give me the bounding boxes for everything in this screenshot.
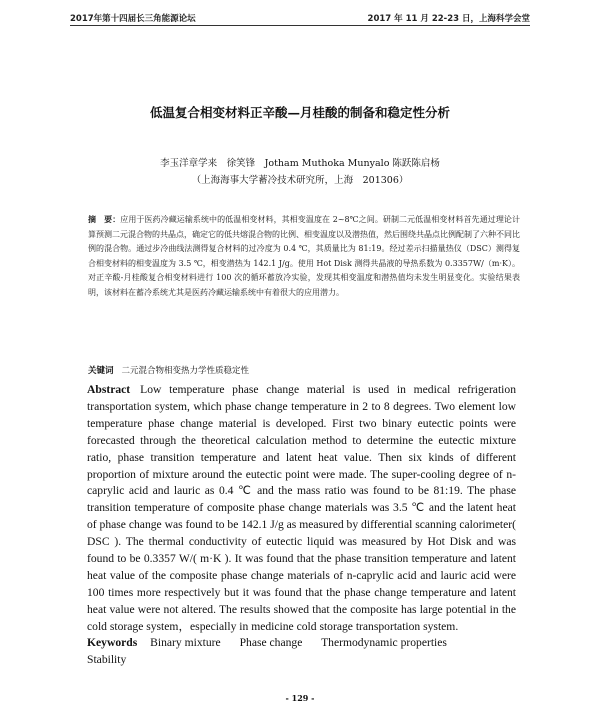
keywords-en-label: Keywords bbox=[87, 636, 138, 649]
abstract-cn-text: 应用于医药冷藏运输系统中的低温相变材料，其相变温度在 2~8℃之间。研制二元低温相变材料首先通过理论计算预测二元混合物的共晶点，确定它的低共熔混合物的比例、相变温度以及潜热值，然后围绕共晶点比例配制了六种不同比例的混合物。通过步冷曲线法测得复合材料的过冷度为 0.4 ℃，其质量比为 81:19。经过差示扫描量热仪（DSC）测得复合相变材料的相变温度为 3.5 ℃，相变潜热为 142.1 J/g。使用 Hot Disk 测得共晶液的导热系数为 0.3357W/（m·K）。对正辛酸-月桂酸复合相变材料进行 100 次的循环蓄放冷实验，发现其相变温度和潜热值均未发生明显变化。实验结果表明，该材料在蓄冷系统尤其是医药冷藏运输系统中有着很大的应用潜力。 bbox=[88, 215, 520, 297]
keywords-cn bbox=[88, 364, 520, 376]
authors: 李玉洋章学来 徐笑锋 Jotham Muthoka Munyalo 陈跃陈启杨 bbox=[160, 158, 440, 169]
header-rule bbox=[70, 25, 530, 26]
affiliation: （上海海事大学蓄冷技术研究所，上海 201306） bbox=[191, 175, 409, 186]
keyword-item: Stability bbox=[87, 652, 127, 666]
running-header bbox=[70, 12, 530, 24]
abstract-cn-label: 摘 要： bbox=[88, 214, 121, 224]
header-left: 2017年第十四届长三角能源论坛 bbox=[70, 14, 196, 24]
keywords-cn-text: 二元混合物相变热力学性质稳定性 bbox=[121, 366, 250, 376]
keyword-item: Thermodynamic properties bbox=[321, 636, 447, 649]
abstract-cn bbox=[88, 212, 520, 301]
abstract-en-text: Low temperature phase change material is used in medical refrigeration transportation system, which phase change temperature in 2 to 8 degrees. Two element low temperature phase change material is developed. First two binary eutectic points were forecasted through the theoretical calculation method to determine the eutectic mixture ratio, phase transition temperature and latent heat value. Then six kinds of different proportion of mixture around the eutectic point were made. The super-cooling degree of n-caprylic acid and lauric as 0.4 ℃ and the mass ratio was found to be 81:19. The phase transition temperature of composite phase change materials was 3.5 ℃ and the latent heat of phase change was found to be 142.1 J/g as measured by differential scanning calorimeter( DSC ). The thermal conductivity of eutectic liquid was measured by Hot Disk and was found to be 0.3357 W/( m·K ). It was found that the phase transition temperature and latent heat value of the composite phase change materials of n-caprylic acid and lauric acid were 100 times more respectively but it was found that the phase change temperature and latent heat value were not altered. The results showed that the composite has large potential in the cold storage system，especially in medicine cold storage transportation system. bbox=[87, 383, 516, 633]
keywords-en bbox=[87, 635, 516, 669]
paper-title: 低温复合相变材料正辛酸—月桂酸的制备和稳定性分析 bbox=[149, 105, 450, 120]
keyword-item: Binary mixture bbox=[150, 636, 221, 649]
keywords-cn-label: 关键词 bbox=[88, 366, 114, 376]
abstract-en bbox=[87, 382, 516, 636]
keyword-item: Phase change bbox=[239, 636, 303, 649]
page-number: - 129 - bbox=[285, 693, 315, 703]
abstract-en-label: Abstract bbox=[87, 383, 131, 396]
header-right: 2017 年 11 月 22-23 日，上海科学会堂 bbox=[367, 14, 530, 24]
